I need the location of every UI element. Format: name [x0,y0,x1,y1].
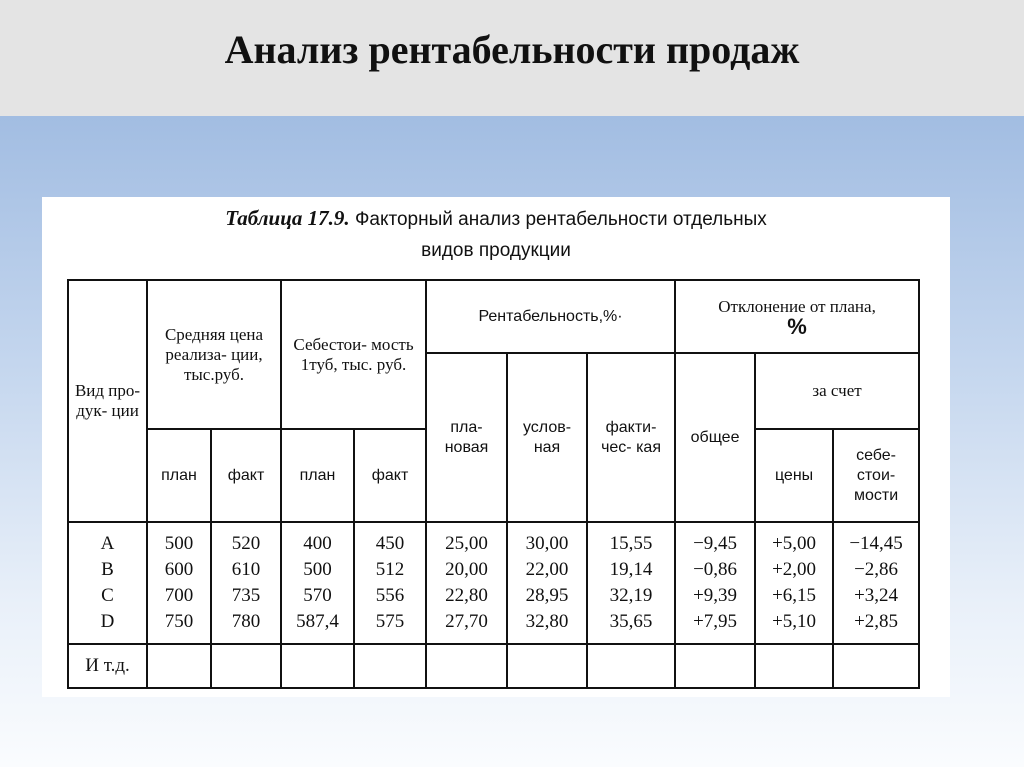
value: 735 [231,585,261,606]
header-avg-price: Средняя цена реализа- ции, тыс.руб. [147,280,281,429]
value: 600 [164,559,194,580]
table-caption [42,203,950,266]
value: +9,39 [693,585,738,606]
value: 570 [303,585,332,606]
value: 22,80 [445,585,488,606]
header-planned: пла- новая [426,353,507,522]
caption-text-1: Факторный анализ рентабельности отдельных [354,209,767,230]
empty-cell [675,644,755,688]
value: 400 [303,533,332,554]
value: +2,00 [772,559,817,580]
empty-cell [755,644,833,688]
header-actual: факти- чес- кая [587,353,675,522]
header-prices: цены [755,429,833,522]
value: 32,19 [609,585,653,606]
value: +7,95 [693,611,738,632]
profitability-planned-cell [426,522,507,644]
header-deviation [675,280,919,353]
value: 27,70 [445,611,488,632]
header-due-to: за счет [755,353,919,429]
value: 610 [231,559,261,580]
etc-label: И т.д. [68,644,147,688]
empty-cell [354,644,426,688]
header-cost-plan: план [281,429,354,522]
header-deviation-line-1: Отклонение от плана, [718,296,876,316]
value: 19,14 [609,559,653,580]
value: −9,45 [693,533,738,554]
value: 512 [375,559,405,580]
profitability-conditional-cell [507,522,587,644]
empty-cell [281,644,354,688]
value: −14,45 [849,533,903,554]
title-band [0,0,1024,116]
caption-line-2: видов продукции [421,240,571,261]
value: +3,24 [854,585,899,606]
product-label: A [100,533,115,554]
value: 587,4 [296,611,339,632]
value: 520 [231,533,261,554]
header-conditional: услов- ная [507,353,587,522]
value: 575 [375,611,405,632]
product-cell [68,522,147,644]
empty-cell [587,644,675,688]
product-label: C [101,585,114,606]
header-product: Вид про- дук- ции [68,280,147,522]
table-row [68,522,919,644]
header-cost-fact: факт [354,429,426,522]
value: 700 [164,585,194,606]
value: 780 [231,611,261,632]
value: 28,95 [525,585,569,606]
value: 22,00 [525,559,569,580]
value: 450 [375,533,405,554]
value: +6,15 [772,585,817,606]
value: 32,80 [525,611,569,632]
factor-analysis-table [67,279,920,689]
empty-cell [211,644,281,688]
empty-cell [426,644,507,688]
value: −0,86 [693,559,738,580]
header-profitability: Рентабельность,%· [426,280,675,353]
caption-line-1 [42,203,950,235]
empty-cell [147,644,211,688]
header-cost: Себестои- мость 1туб, тыс. руб. [281,280,426,429]
product-label: D [100,611,115,632]
value: 750 [164,611,194,632]
value: 25,00 [445,533,488,554]
cost-fact-cell [354,522,426,644]
value: +5,00 [772,533,817,554]
value: −2,86 [854,559,899,580]
deviation-total-cell [675,522,755,644]
value: 15,55 [609,533,653,554]
header-price-fact: факт [211,429,281,522]
value: +2,85 [854,611,899,632]
empty-cell [507,644,587,688]
header-total: общее [675,353,755,522]
deviation-prices-cell [755,522,833,644]
price-plan-cell [147,522,211,644]
table-row-etc [68,644,919,688]
value: 30,00 [525,533,569,554]
caption-lead: Таблица 17.9. [225,206,350,230]
price-fact-cell [211,522,281,644]
deviation-costs-cell [833,522,919,644]
value: +5,10 [772,611,817,632]
product-label: B [101,559,114,580]
profitability-actual-cell [587,522,675,644]
slide-title: Анализ рентабельности продаж [224,27,800,72]
empty-cell [833,644,919,688]
header-costs: себе- стои- мости [833,429,919,522]
scanned-table-image [42,197,950,697]
value: 556 [375,585,405,606]
header-price-plan: план [147,429,211,522]
value: 20,00 [445,559,488,580]
cost-plan-cell [281,522,354,644]
value: 35,65 [609,611,653,632]
value: 500 [164,533,194,554]
value: 500 [303,559,332,580]
header-deviation-line-2: % [787,313,807,339]
